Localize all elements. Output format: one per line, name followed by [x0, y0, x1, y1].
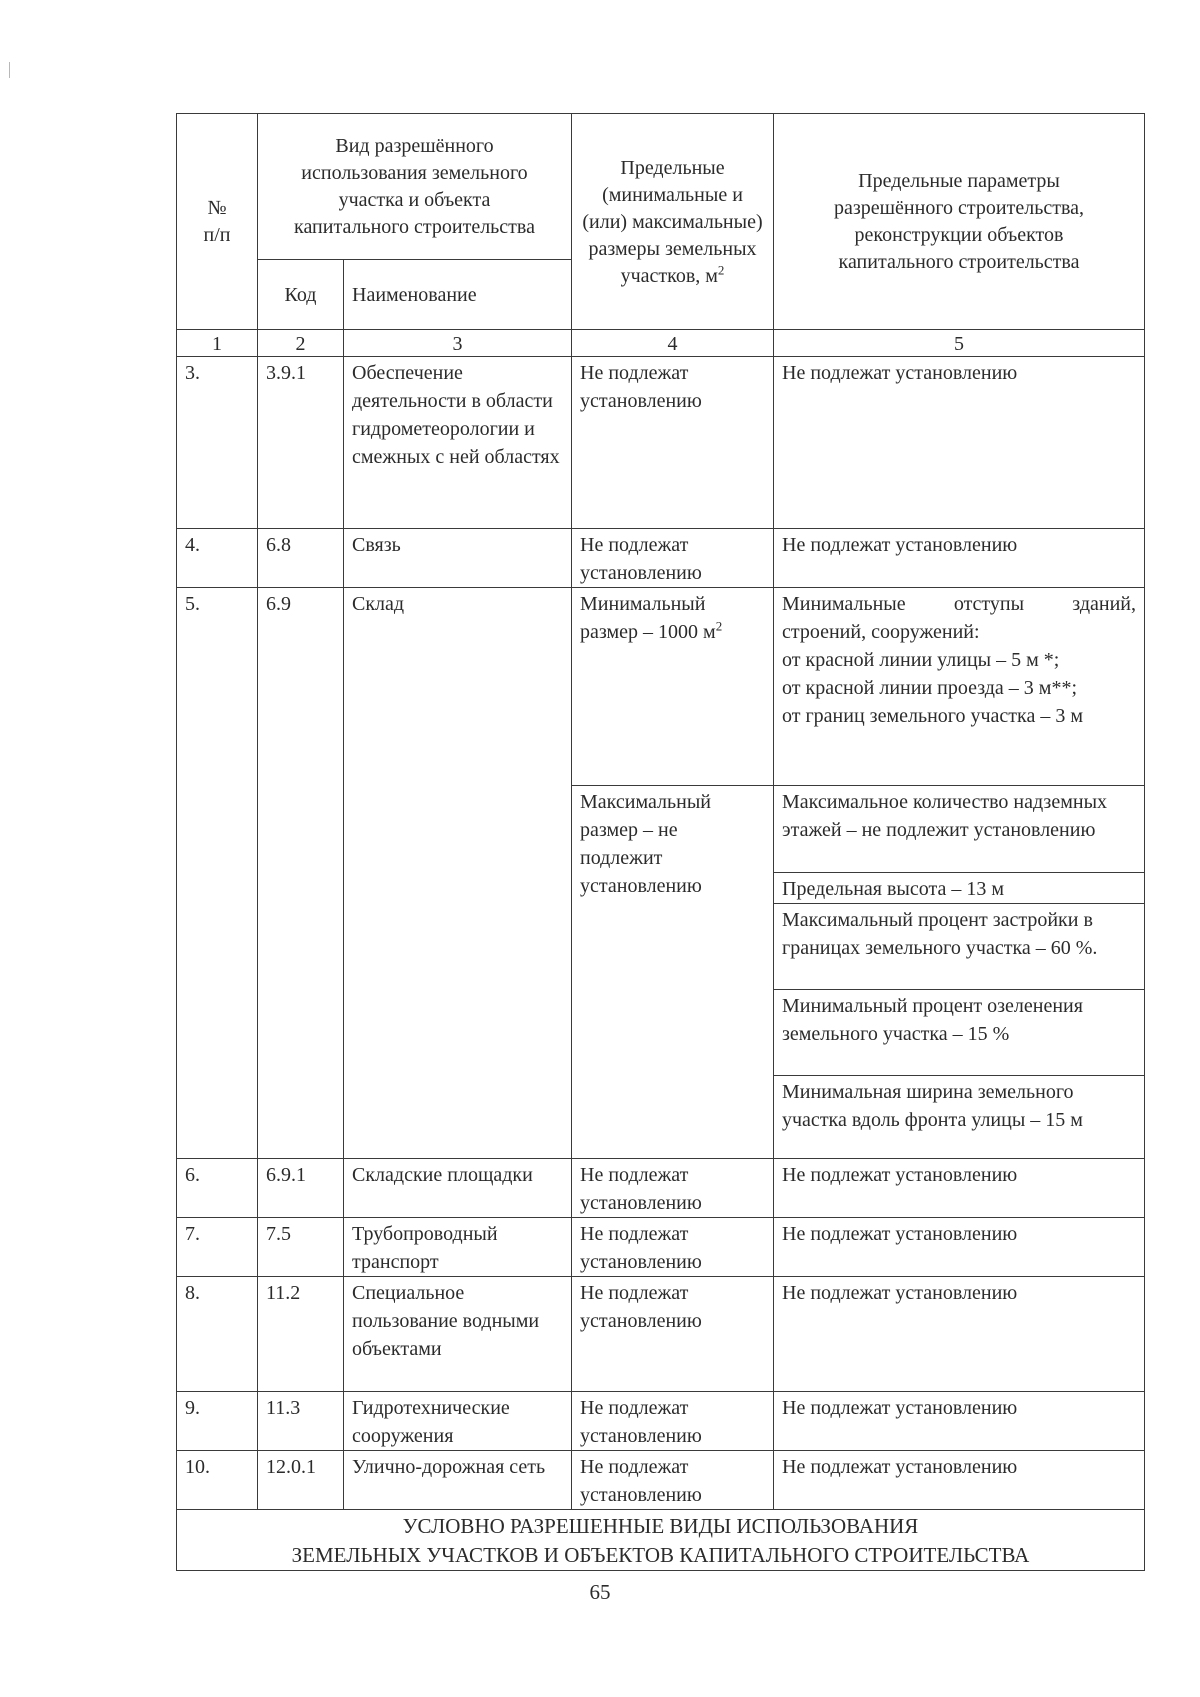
column-number: 2 — [258, 330, 344, 357]
header-num: № п/п — [177, 114, 258, 330]
param-item: Минимальный процент озеленения земельного участка – 15 % — [774, 989, 1144, 1075]
row-num: 5. — [177, 588, 258, 1159]
row-params-max — [774, 786, 1145, 1159]
row-params-min — [774, 588, 1145, 786]
header-params: Предельные параметры разрешённого строительства, реконструкции объектов капитального строительства — [774, 114, 1145, 330]
row-size: Не подлежат установлению — [572, 1277, 774, 1392]
header-code: Код — [258, 260, 344, 330]
row-num: 3. — [177, 357, 258, 529]
row-name: Складские площадки — [344, 1159, 572, 1218]
row-name: Склад — [344, 588, 572, 1159]
header-name: Наименование — [344, 260, 572, 330]
table-row — [177, 529, 1145, 588]
param-line: от границ земельного участка – 3 м — [782, 705, 1083, 727]
row-name: Улично-дорожная сеть — [344, 1451, 572, 1510]
param-item: Предельная высота – 13 м — [774, 872, 1144, 903]
header-sizes-text: Предельные (минимальные и (или) максимальные) размеры земельных участков, м — [582, 157, 763, 287]
row-size: Не подлежат установлению — [572, 357, 774, 529]
row-size: Не подлежат установлению — [572, 1159, 774, 1218]
row-name: Связь — [344, 529, 572, 588]
row-code: 7.5 — [258, 1218, 344, 1277]
margin-mark — [9, 62, 10, 78]
row-params: Не подлежат установлению — [774, 1277, 1145, 1392]
table-row — [177, 1218, 1145, 1277]
section-heading-line: УСЛОВНО РАЗРЕШЕННЫЕ ВИДЫ ИСПОЛЬЗОВАНИЯ — [402, 1514, 919, 1538]
row-name: Специальное пользование водными объектами — [344, 1277, 572, 1392]
column-number: 1 — [177, 330, 258, 357]
row-num: 6. — [177, 1159, 258, 1218]
row-code: 11.3 — [258, 1392, 344, 1451]
row-code: 11.2 — [258, 1277, 344, 1392]
row-size-max: Максимальный размер – не подлежит установлению — [572, 786, 774, 1159]
row-params: Не подлежат установлению — [774, 1451, 1145, 1510]
param-line: от красной линии проезда – 3 м**; — [782, 677, 1078, 699]
param-item: Максимальный процент застройки в границах земельного участка – 60 %. — [774, 903, 1144, 989]
row-num: 10. — [177, 1451, 258, 1510]
row-code: 6.9.1 — [258, 1159, 344, 1218]
size-min-sup: 2 — [715, 618, 723, 634]
table-row — [177, 357, 1145, 529]
row-size: Не подлежат установлению — [572, 1218, 774, 1277]
row-code: 12.0.1 — [258, 1451, 344, 1510]
column-number: 4 — [572, 330, 774, 357]
row-name: Трубопроводный транспорт — [344, 1218, 572, 1277]
row-num: 4. — [177, 529, 258, 588]
section-heading — [177, 1510, 1145, 1571]
row-code: 6.8 — [258, 529, 344, 588]
row-name: Обеспечение деятельности в области гидрометеорологии и смежных с ней областях — [344, 357, 572, 529]
row-name: Гидротехнические сооружения — [344, 1392, 572, 1451]
column-number: 5 — [774, 330, 1145, 357]
row-code: 3.9.1 — [258, 357, 344, 529]
table-row — [177, 1159, 1145, 1218]
row-params: Не подлежат установлению — [774, 1159, 1145, 1218]
table-row — [177, 588, 1145, 786]
row-params: Не подлежат установлению — [774, 1392, 1145, 1451]
row-num: 7. — [177, 1218, 258, 1277]
params-max-list — [774, 786, 1144, 1158]
header-sizes — [572, 114, 774, 330]
param-line: Минимальные отступы зданий, строений, сооружений: — [782, 593, 1136, 643]
header-sizes-sup: 2 — [717, 262, 725, 278]
row-size: Не подлежат установлению — [572, 1451, 774, 1510]
row-num: 9. — [177, 1392, 258, 1451]
page-number: 65 — [589, 1580, 611, 1604]
header-use-group: Вид разрешённого использования земельного участка и объекта капитального строительства — [258, 114, 572, 260]
row-num: 8. — [177, 1277, 258, 1392]
row-params: Не подлежат установлению — [774, 529, 1145, 588]
row-size: Не подлежат установлению — [572, 529, 774, 588]
land-use-table — [176, 113, 1145, 1571]
row-size-min — [572, 588, 774, 786]
param-item: Минимальная ширина земельного участка вдоль фронта улицы – 15 м — [782, 1080, 1083, 1131]
table-row — [177, 1277, 1145, 1392]
table-row — [177, 1392, 1145, 1451]
row-code: 6.9 — [258, 588, 344, 1159]
param-line: от красной линии улицы – 5 м *; — [782, 649, 1060, 671]
row-params: Не подлежат установлению — [774, 357, 1145, 529]
row-size: Не подлежат установлению — [572, 1392, 774, 1451]
param-item: Максимальное количество надземных этажей – не подлежит установлению — [774, 786, 1144, 872]
row-params: Не подлежат установлению — [774, 1218, 1145, 1277]
table-row — [177, 1451, 1145, 1510]
section-heading-line: ЗЕМЕЛЬНЫХ УЧАСТКОВ И ОБЪЕКТОВ КАПИТАЛЬНОГО СТРОИТЕЛЬСТВА — [291, 1543, 1030, 1567]
size-min-text: Минимальный размер – 1000 м — [580, 593, 716, 643]
column-number: 3 — [344, 330, 572, 357]
